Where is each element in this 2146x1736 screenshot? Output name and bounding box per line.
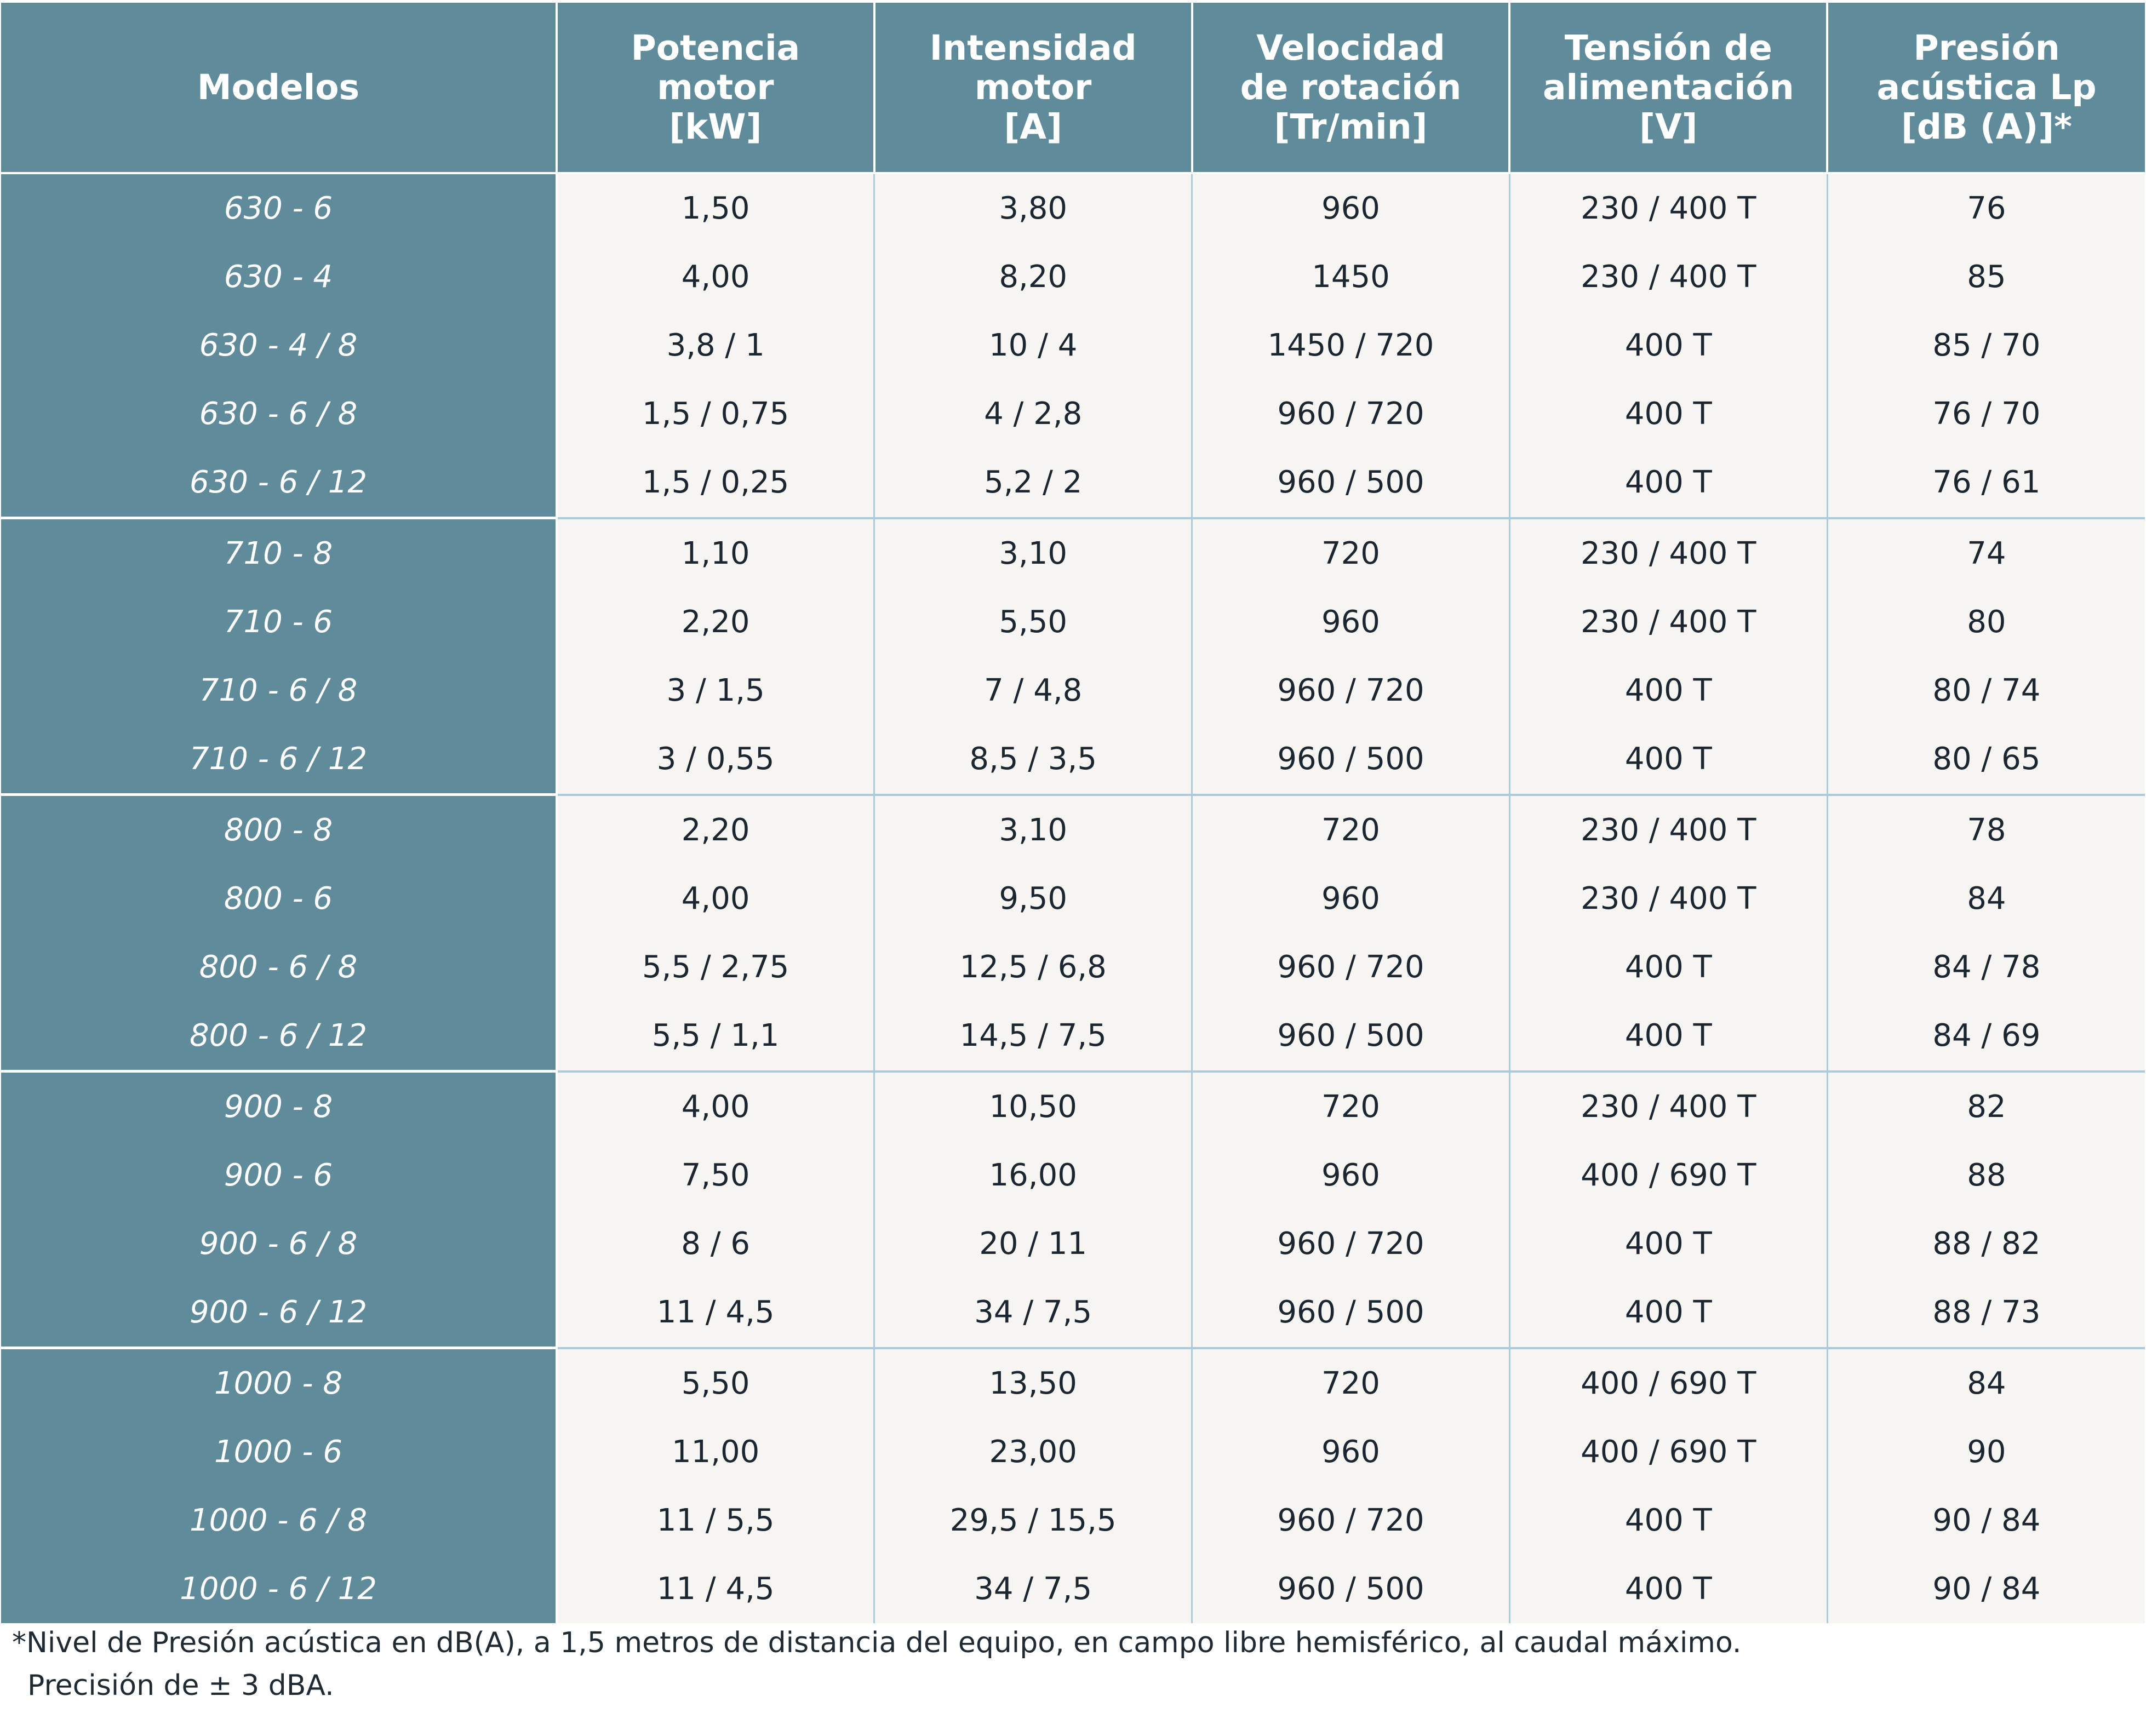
table-row (1, 1348, 2145, 1418)
tension-cell: 230 / 400 T (1509, 795, 1827, 865)
presion-cell: 80 / 65 (1827, 725, 2145, 795)
intensidad-cell: 5,2 / 2 (874, 448, 1192, 518)
presion-cell: 76 / 70 (1827, 380, 2145, 448)
presion-cell: 76 / 61 (1827, 448, 2145, 518)
tension-cell: 400 T (1509, 1486, 1827, 1555)
velocidad-cell: 720 (1192, 1348, 1510, 1418)
intensidad-cell: 13,50 (874, 1348, 1192, 1418)
intensidad-cell: 9,50 (874, 864, 1192, 933)
tension-cell: 400 T (1509, 1555, 1827, 1623)
presion-cell: 76 (1827, 173, 2145, 243)
header-tension (1509, 3, 1827, 173)
table-row (1, 864, 2145, 933)
header-line: [kW] (669, 106, 762, 147)
header-line: motor (657, 67, 774, 107)
header-line: [Tr/min] (1274, 106, 1428, 147)
tension-cell: 230 / 400 T (1509, 518, 1827, 588)
model-cell: 630 - 4 / 8 (1, 311, 557, 380)
header-line: alimentación (1542, 67, 1794, 107)
model-cell: 900 - 8 (1, 1072, 557, 1142)
table-row (1, 933, 2145, 1001)
model-cell: 710 - 8 (1, 518, 557, 588)
header-line: [dB (A)]* (1901, 106, 2073, 147)
table-row (1, 1210, 2145, 1278)
intensidad-cell: 7 / 4,8 (874, 656, 1192, 725)
table-row (1, 588, 2145, 656)
presion-cell: 84 (1827, 864, 2145, 933)
presion-cell: 82 (1827, 1072, 2145, 1142)
tension-cell: 400 T (1509, 1001, 1827, 1072)
model-cell: 800 - 6 / 12 (1, 1001, 557, 1072)
velocidad-cell: 720 (1192, 518, 1510, 588)
model-cell: 800 - 8 (1, 795, 557, 865)
model-cell: 1000 - 6 / 12 (1, 1555, 557, 1623)
velocidad-cell: 960 (1192, 173, 1510, 243)
velocidad-cell: 960 / 720 (1192, 1210, 1510, 1278)
intensidad-cell: 16,00 (874, 1141, 1192, 1210)
model-cell: 710 - 6 (1, 588, 557, 656)
velocidad-cell: 960 / 500 (1192, 1278, 1510, 1348)
presion-cell: 88 (1827, 1141, 2145, 1210)
intensidad-cell: 4 / 2,8 (874, 380, 1192, 448)
intensidad-cell: 34 / 7,5 (874, 1278, 1192, 1348)
potencia-cell: 4,00 (557, 1072, 874, 1142)
intensidad-cell: 14,5 / 7,5 (874, 1001, 1192, 1072)
velocidad-cell: 960 / 720 (1192, 380, 1510, 448)
table-header (1, 3, 2145, 173)
table-row (1, 173, 2145, 243)
header-line: Potencia (631, 27, 800, 68)
model-cell: 800 - 6 / 8 (1, 933, 557, 1001)
presion-cell: 90 / 84 (1827, 1486, 2145, 1555)
potencia-cell: 2,20 (557, 588, 874, 656)
tension-cell: 400 T (1509, 448, 1827, 518)
velocidad-cell: 720 (1192, 795, 1510, 865)
potencia-cell: 5,50 (557, 1348, 874, 1418)
table-row (1, 311, 2145, 380)
footnote (12, 1622, 2127, 1707)
velocidad-cell: 960 / 500 (1192, 448, 1510, 518)
header-line: Presión (1913, 27, 2060, 68)
table-row (1, 1278, 2145, 1348)
potencia-cell: 11 / 4,5 (557, 1278, 874, 1348)
model-cell: 630 - 4 (1, 243, 557, 311)
table-row (1, 656, 2145, 725)
header-modelos (1, 3, 557, 173)
model-cell: 1000 - 6 (1, 1418, 557, 1486)
footnote-line-2: Precisión de ± 3 dBA. (27, 1669, 334, 1702)
velocidad-cell: 960 / 720 (1192, 1486, 1510, 1555)
velocidad-cell: 960 (1192, 1141, 1510, 1210)
presion-cell: 85 / 70 (1827, 311, 2145, 380)
table-row (1, 725, 2145, 795)
presion-cell: 84 (1827, 1348, 2145, 1418)
presion-cell: 85 (1827, 243, 2145, 311)
header-line: Intensidad (929, 27, 1137, 68)
tension-cell: 400 T (1509, 1278, 1827, 1348)
header-line: Modelos (197, 67, 360, 107)
header-intensidad (874, 3, 1192, 173)
header-potencia (557, 3, 874, 173)
velocidad-cell: 960 (1192, 864, 1510, 933)
table-body (1, 173, 2145, 1623)
intensidad-cell: 3,10 (874, 795, 1192, 865)
tension-cell: 400 T (1509, 380, 1827, 448)
velocidad-cell: 960 / 720 (1192, 933, 1510, 1001)
intensidad-cell: 10,50 (874, 1072, 1192, 1142)
potencia-cell: 1,5 / 0,75 (557, 380, 874, 448)
header-line: [V] (1639, 106, 1698, 147)
table-row (1, 1486, 2145, 1555)
presion-cell: 74 (1827, 518, 2145, 588)
tension-cell: 400 / 690 T (1509, 1418, 1827, 1486)
header-line: Velocidad (1256, 27, 1445, 68)
intensidad-cell: 12,5 / 6,8 (874, 933, 1192, 1001)
velocidad-cell: 1450 / 720 (1192, 311, 1510, 380)
tension-cell: 230 / 400 T (1509, 864, 1827, 933)
model-cell: 630 - 6 / 12 (1, 448, 557, 518)
velocidad-cell: 720 (1192, 1072, 1510, 1142)
model-cell: 710 - 6 / 8 (1, 656, 557, 725)
model-cell: 900 - 6 / 12 (1, 1278, 557, 1348)
potencia-cell: 3,8 / 1 (557, 311, 874, 380)
header-line: motor (974, 67, 1092, 107)
velocidad-cell: 960 / 500 (1192, 1001, 1510, 1072)
intensidad-cell: 29,5 / 15,5 (874, 1486, 1192, 1555)
intensidad-cell: 3,10 (874, 518, 1192, 588)
potencia-cell: 5,5 / 1,1 (557, 1001, 874, 1072)
velocidad-cell: 1450 (1192, 243, 1510, 311)
potencia-cell: 4,00 (557, 243, 874, 311)
intensidad-cell: 5,50 (874, 588, 1192, 656)
table-row (1, 518, 2145, 588)
table-row (1, 1418, 2145, 1486)
intensidad-cell: 20 / 11 (874, 1210, 1192, 1278)
table-row (1, 1072, 2145, 1142)
tension-cell: 400 / 690 T (1509, 1348, 1827, 1418)
presion-cell: 88 / 82 (1827, 1210, 2145, 1278)
model-cell: 630 - 6 (1, 173, 557, 243)
presion-cell: 80 / 74 (1827, 656, 2145, 725)
model-cell: 1000 - 6 / 8 (1, 1486, 557, 1555)
intensidad-cell: 8,5 / 3,5 (874, 725, 1192, 795)
intensidad-cell: 8,20 (874, 243, 1192, 311)
specs-table (1, 3, 2145, 1623)
intensidad-cell: 3,80 (874, 173, 1192, 243)
tension-cell: 230 / 400 T (1509, 173, 1827, 243)
header-line: acústica Lp (1876, 67, 2097, 107)
table-row (1, 1141, 2145, 1210)
header-line: de rotación (1240, 67, 1462, 107)
potencia-cell: 1,5 / 0,25 (557, 448, 874, 518)
velocidad-cell: 960 / 720 (1192, 656, 1510, 725)
velocidad-cell: 960 / 500 (1192, 1555, 1510, 1623)
presion-cell: 84 / 78 (1827, 933, 2145, 1001)
intensidad-cell: 34 / 7,5 (874, 1555, 1192, 1623)
footnote-line-1: *Nivel de Presión acústica en dB(A), a 1,5 metros de distancia del equipo, en campo libre hemisférico, al caudal máximo. (12, 1626, 1742, 1659)
potencia-cell: 1,10 (557, 518, 874, 588)
velocidad-cell: 960 (1192, 588, 1510, 656)
header-presion (1827, 3, 2145, 173)
tension-cell: 400 T (1509, 933, 1827, 1001)
intensidad-cell: 23,00 (874, 1418, 1192, 1486)
header-line: [A] (1004, 106, 1062, 147)
presion-cell: 90 (1827, 1418, 2145, 1486)
model-cell: 710 - 6 / 12 (1, 725, 557, 795)
potencia-cell: 8 / 6 (557, 1210, 874, 1278)
tension-cell: 400 / 690 T (1509, 1141, 1827, 1210)
tension-cell: 230 / 400 T (1509, 588, 1827, 656)
tension-cell: 400 T (1509, 656, 1827, 725)
velocidad-cell: 960 (1192, 1418, 1510, 1486)
presion-cell: 84 / 69 (1827, 1001, 2145, 1072)
model-cell: 1000 - 8 (1, 1348, 557, 1418)
table-row (1, 795, 2145, 865)
potencia-cell: 5,5 / 2,75 (557, 933, 874, 1001)
velocidad-cell: 960 / 500 (1192, 725, 1510, 795)
presion-cell: 80 (1827, 588, 2145, 656)
table-row (1, 380, 2145, 448)
table-row (1, 448, 2145, 518)
potencia-cell: 11,00 (557, 1418, 874, 1486)
table-row (1, 243, 2145, 311)
presion-cell: 78 (1827, 795, 2145, 865)
tension-cell: 230 / 400 T (1509, 243, 1827, 311)
tension-cell: 400 T (1509, 311, 1827, 380)
potencia-cell: 11 / 4,5 (557, 1555, 874, 1623)
potencia-cell: 1,50 (557, 173, 874, 243)
potencia-cell: 3 / 0,55 (557, 725, 874, 795)
header-line: Tensión de (1564, 27, 1772, 68)
table-row (1, 1001, 2145, 1072)
presion-cell: 90 / 84 (1827, 1555, 2145, 1623)
intensidad-cell: 10 / 4 (874, 311, 1192, 380)
model-cell: 630 - 6 / 8 (1, 380, 557, 448)
tension-cell: 400 T (1509, 725, 1827, 795)
potencia-cell: 7,50 (557, 1141, 874, 1210)
potencia-cell: 3 / 1,5 (557, 656, 874, 725)
presion-cell: 88 / 73 (1827, 1278, 2145, 1348)
potencia-cell: 11 / 5,5 (557, 1486, 874, 1555)
table-row (1, 1555, 2145, 1623)
potencia-cell: 2,20 (557, 795, 874, 865)
tension-cell: 230 / 400 T (1509, 1072, 1827, 1142)
header-velocidad (1192, 3, 1510, 173)
model-cell: 900 - 6 (1, 1141, 557, 1210)
header-row (1, 3, 2145, 173)
model-cell: 800 - 6 (1, 864, 557, 933)
tension-cell: 400 T (1509, 1210, 1827, 1278)
potencia-cell: 4,00 (557, 864, 874, 933)
model-cell: 900 - 6 / 8 (1, 1210, 557, 1278)
